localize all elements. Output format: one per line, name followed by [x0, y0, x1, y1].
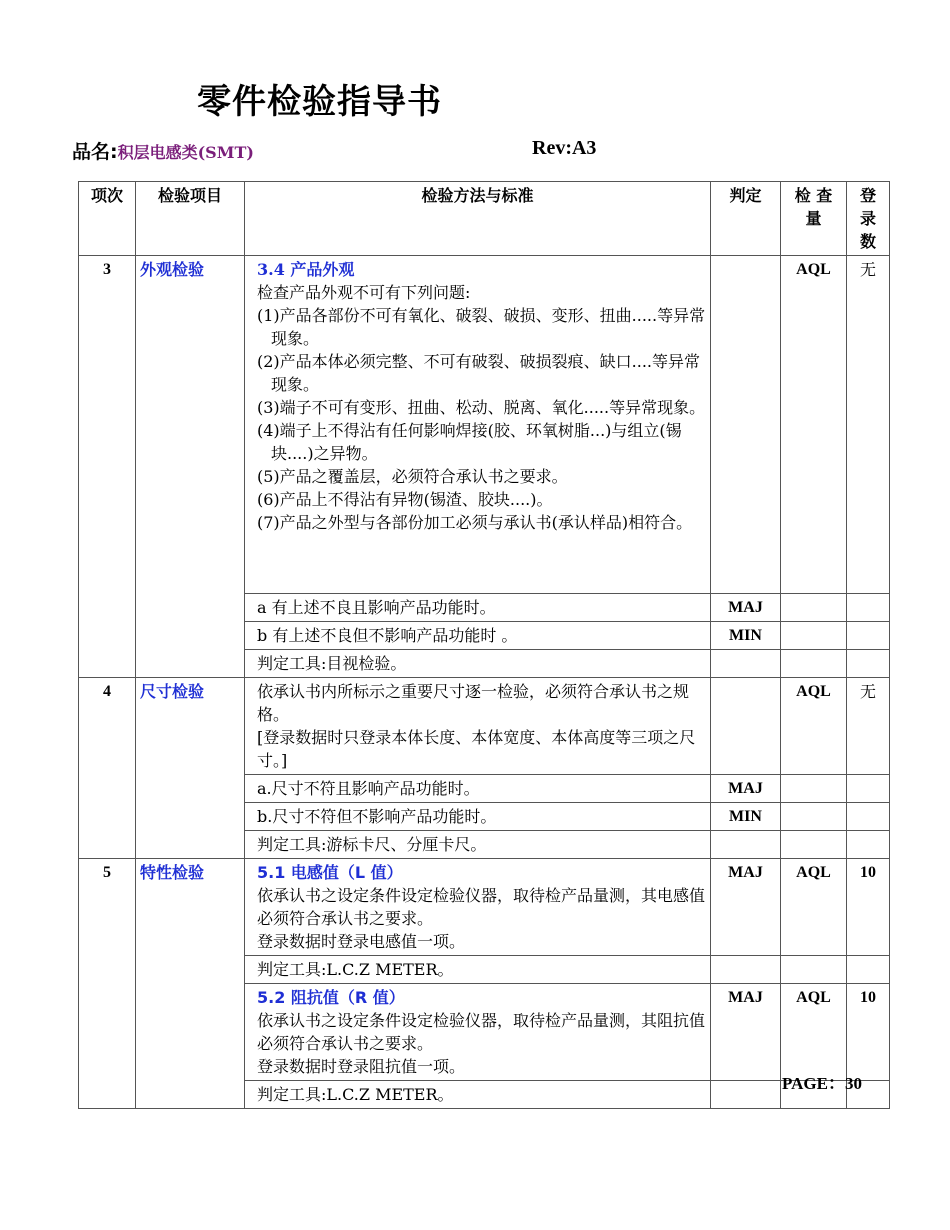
judge-cell	[711, 650, 781, 678]
method-desc: 依承认书之设定条件设定检验仪器，取待检产品量测，其电感值必须符合承认书之要求。	[257, 886, 706, 928]
qty-cell	[781, 594, 847, 622]
tool-cell: 判定工具:游标卡尺、分厘卡尺。	[245, 831, 711, 859]
record-cell: 10	[847, 984, 890, 1081]
table-row	[79, 256, 890, 594]
method-line: (2)产品本体必须完整、不可有破裂、破损裂痕、缺口....等异常现象。	[257, 352, 701, 394]
header-item: 检验项目	[136, 182, 245, 256]
inspection-table	[78, 181, 890, 1109]
row-no: 3	[79, 256, 136, 678]
qty-cell	[781, 803, 847, 831]
method-line: (3)端子不可有变形、扭曲、松动、脱离、氧化.....等异常现象。	[257, 398, 706, 417]
table-row	[79, 859, 890, 956]
method-line: (4)端子上不得沾有任何影响焊接(胶、环氧树脂...)与组立(锡块....)之异物。	[257, 421, 682, 463]
section-heading: 5.1 电感值（L 值）	[257, 863, 403, 882]
method-desc: 依承认书之设定条件设定检验仪器，取待检产品量测，其阻抗值必须符合承认书之要求。	[257, 1011, 706, 1053]
qty-cell	[781, 622, 847, 650]
record-cell	[847, 622, 890, 650]
method-cell	[245, 984, 711, 1081]
judge-cell: MIN	[711, 803, 781, 831]
judge-cell: MAJ	[711, 775, 781, 803]
judge-cell	[711, 256, 781, 594]
criteria-b: b.尺寸不符但不影响产品功能时。	[245, 803, 711, 831]
header-qty: 检 查 量	[781, 182, 847, 256]
tool-cell: 判定工具:目视检验。	[245, 650, 711, 678]
record-cell	[847, 650, 890, 678]
method-desc: 依承认书内所标示之重要尺寸逐一检验，必须符合承认书之规格。	[257, 682, 690, 724]
section-heading: 5.2 阻抗值（R 值）	[257, 988, 405, 1007]
product-value: 积层电感类(SMT)	[117, 143, 254, 162]
judge-cell: MIN	[711, 622, 781, 650]
row-item: 外观检验	[136, 256, 245, 678]
header-method: 检验方法与标准	[245, 182, 711, 256]
qty-cell	[781, 831, 847, 859]
product-name	[72, 137, 254, 164]
method-line: (5)产品之覆盖层，必须符合承认书之要求。	[257, 467, 568, 486]
section-heading: 3.4 产品外观	[257, 260, 355, 279]
revision: Rev:A3	[532, 137, 597, 159]
criteria-a: a 有上述不良且影响产品功能时。	[245, 594, 711, 622]
record-cell: 无	[847, 678, 890, 775]
method-line: (6)产品上不得沾有异物(锡渣、胶块....)。	[257, 490, 553, 509]
row-no: 4	[79, 678, 136, 859]
method-cell	[245, 859, 711, 956]
qty-cell	[781, 956, 847, 984]
method-note: 登录数据时登录阻抗值一项。	[257, 1057, 466, 1076]
method-note: [登录数据时只登录本体长度、本体宽度、本体高度等三项之尺寸。]	[257, 728, 696, 770]
page-number: PAGE：30	[782, 1074, 862, 1093]
method-cell	[245, 678, 711, 775]
header-no: 项次	[79, 182, 136, 256]
method-line: (7)产品之外型与各部份加工必须与承认书(承认样品)相符合。	[257, 513, 693, 532]
record-cell	[847, 956, 890, 984]
method-cell	[245, 256, 711, 594]
qty-cell: AQL	[781, 984, 847, 1081]
judge-cell: MAJ	[711, 594, 781, 622]
criteria-a: a.尺寸不符且影响产品功能时。	[245, 775, 711, 803]
record-cell: 无	[847, 256, 890, 594]
qty-cell: AQL	[781, 859, 847, 956]
row-no: 5	[79, 859, 136, 1109]
document-title: 零件检验指导书	[197, 82, 442, 122]
record-cell: 10	[847, 859, 890, 956]
tool-cell: 判定工具:L.C.Z METER。	[245, 956, 711, 984]
qty-cell	[781, 650, 847, 678]
header-record: 登录数	[847, 182, 890, 256]
judge-cell: MAJ	[711, 859, 781, 956]
row-item: 特性检验	[136, 859, 245, 1109]
row-item: 尺寸检验	[136, 678, 245, 859]
judge-cell	[711, 831, 781, 859]
criteria-b: b 有上述不良但不影响产品功能时 。	[245, 622, 711, 650]
method-intro: 检查产品外观不可有下列问题:	[257, 283, 471, 302]
record-cell	[847, 775, 890, 803]
qty-cell: AQL	[781, 678, 847, 775]
record-cell	[847, 594, 890, 622]
product-label: 品名:	[72, 141, 118, 163]
judge-cell	[711, 678, 781, 775]
method-line: (1)产品各部份不可有氧化、破裂、破损、变形、扭曲.....等异常现象。	[257, 306, 706, 348]
header-judge: 判定	[711, 182, 781, 256]
record-cell	[847, 831, 890, 859]
qty-cell	[781, 775, 847, 803]
table-row	[79, 678, 890, 775]
judge-cell	[711, 956, 781, 984]
tool-cell: 判定工具:L.C.Z METER。	[245, 1081, 711, 1109]
header-row	[79, 182, 890, 256]
judge-cell	[711, 1081, 781, 1109]
method-note: 登录数据时登录电感值一项。	[257, 932, 466, 951]
judge-cell: MAJ	[711, 984, 781, 1081]
record-cell	[847, 803, 890, 831]
qty-cell: AQL	[781, 256, 847, 594]
